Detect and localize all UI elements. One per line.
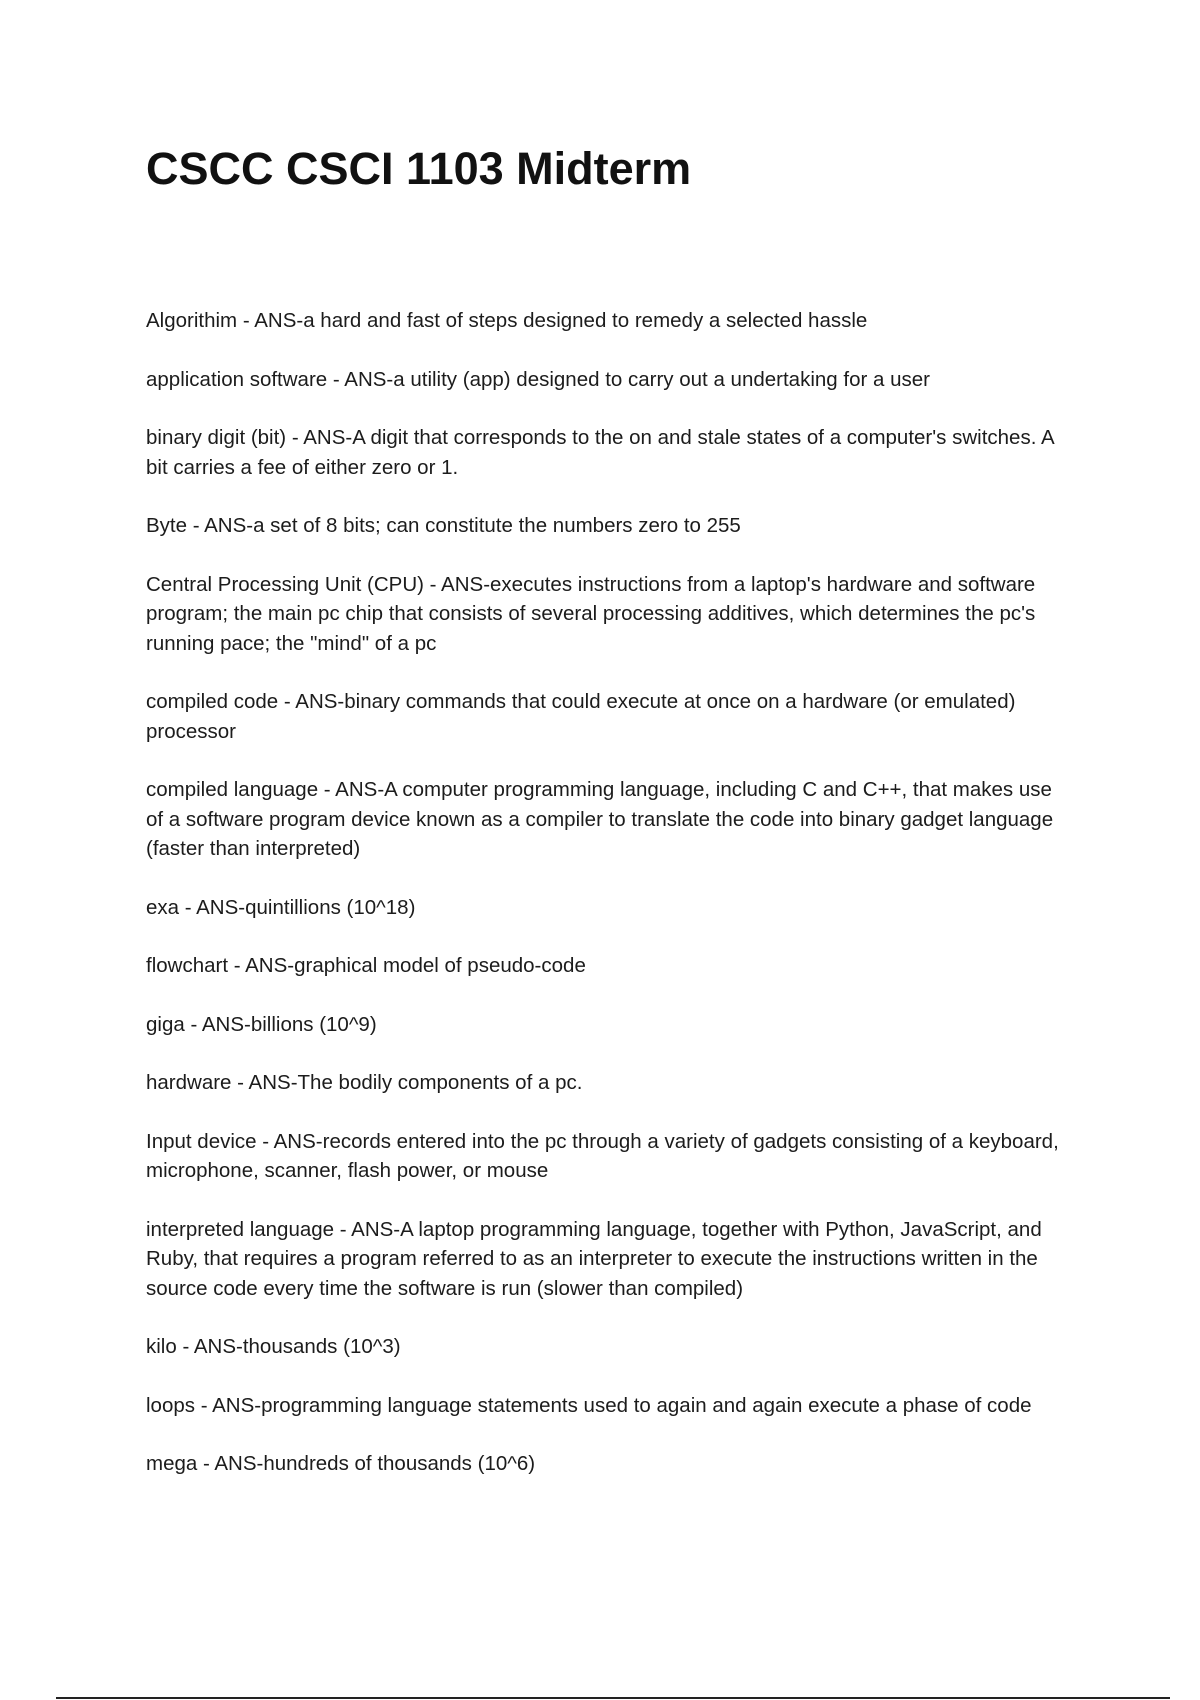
footer-divider [56, 1697, 1170, 1699]
definition-entry-kilo: kilo - ANS-thousands (10^3) [146, 1335, 401, 1358]
definition-entry-giga: giga - ANS-billions (10^9) [146, 1012, 377, 1036]
definition-entry-application-software: application software - ANS-a utility (app) designed to carry out a undertaking for a user [146, 367, 930, 391]
definition-entry-byte: Byte - ANS-a set of 8 bits; can constitute the numbers zero to 255 [146, 514, 741, 537]
definition-list [146, 306, 1066, 1508]
definition-entry-cpu: Central Processing Unit (CPU) - ANS-executes instructions from a laptop's hardware and software program; the main pc chip that consists of several processing additives, which determines the pc's running pace; the "mind" of a pc [146, 572, 1036, 655]
definition-entry-exa: exa - ANS-quintillions (10^18) [146, 895, 416, 919]
definition-entry-binary-digit: binary digit (bit) - ANS-A digit that corresponds to the on and stale states of a computer's switches. A bit carries a fee of either zero or 1. [146, 426, 1054, 479]
definition-entry-loops: loops - ANS-programming language statements used to again and again execute a phase of code [146, 1393, 1032, 1417]
definition-entry-mega: mega - ANS-hundreds of thousands (10^6) [146, 1452, 536, 1475]
definition-entry-hardware: hardware - ANS-The bodily components of a pc. [146, 1071, 583, 1094]
page-title: CSCC CSCI 1103 Midterm [146, 143, 692, 194]
definition-entry-compiled-code: compiled code - ANS-binary commands that could execute at once on a hardware (or emulated) processor [146, 690, 1016, 743]
definition-entry-flowchart: flowchart - ANS-graphical model of pseudo-code [146, 954, 586, 977]
definition-entry-input-device: Input device - ANS-records entered into the pc through a variety of gadgets consisting of a keyboard, microphone, scanner, flash power, or mouse [146, 1129, 1059, 1182]
definition-entry-algorithm: Algorithim - ANS-a hard and fast of steps designed to remedy a selected hassle [146, 309, 868, 332]
definition-entry-compiled-language: compiled language - ANS-A computer programming language, including C and C++, that makes use of a software program device known as a compiler to translate the code into binary gadget language (faster than interpreted) [146, 778, 1054, 860]
definition-entry-interpreted-language: interpreted language - ANS-A laptop programming language, together with Python, JavaScript, and Ruby, that requires a program referred to as an interpreter to execute the instructions written in the source code every time the software is run (slower than compiled) [146, 1217, 1042, 1300]
